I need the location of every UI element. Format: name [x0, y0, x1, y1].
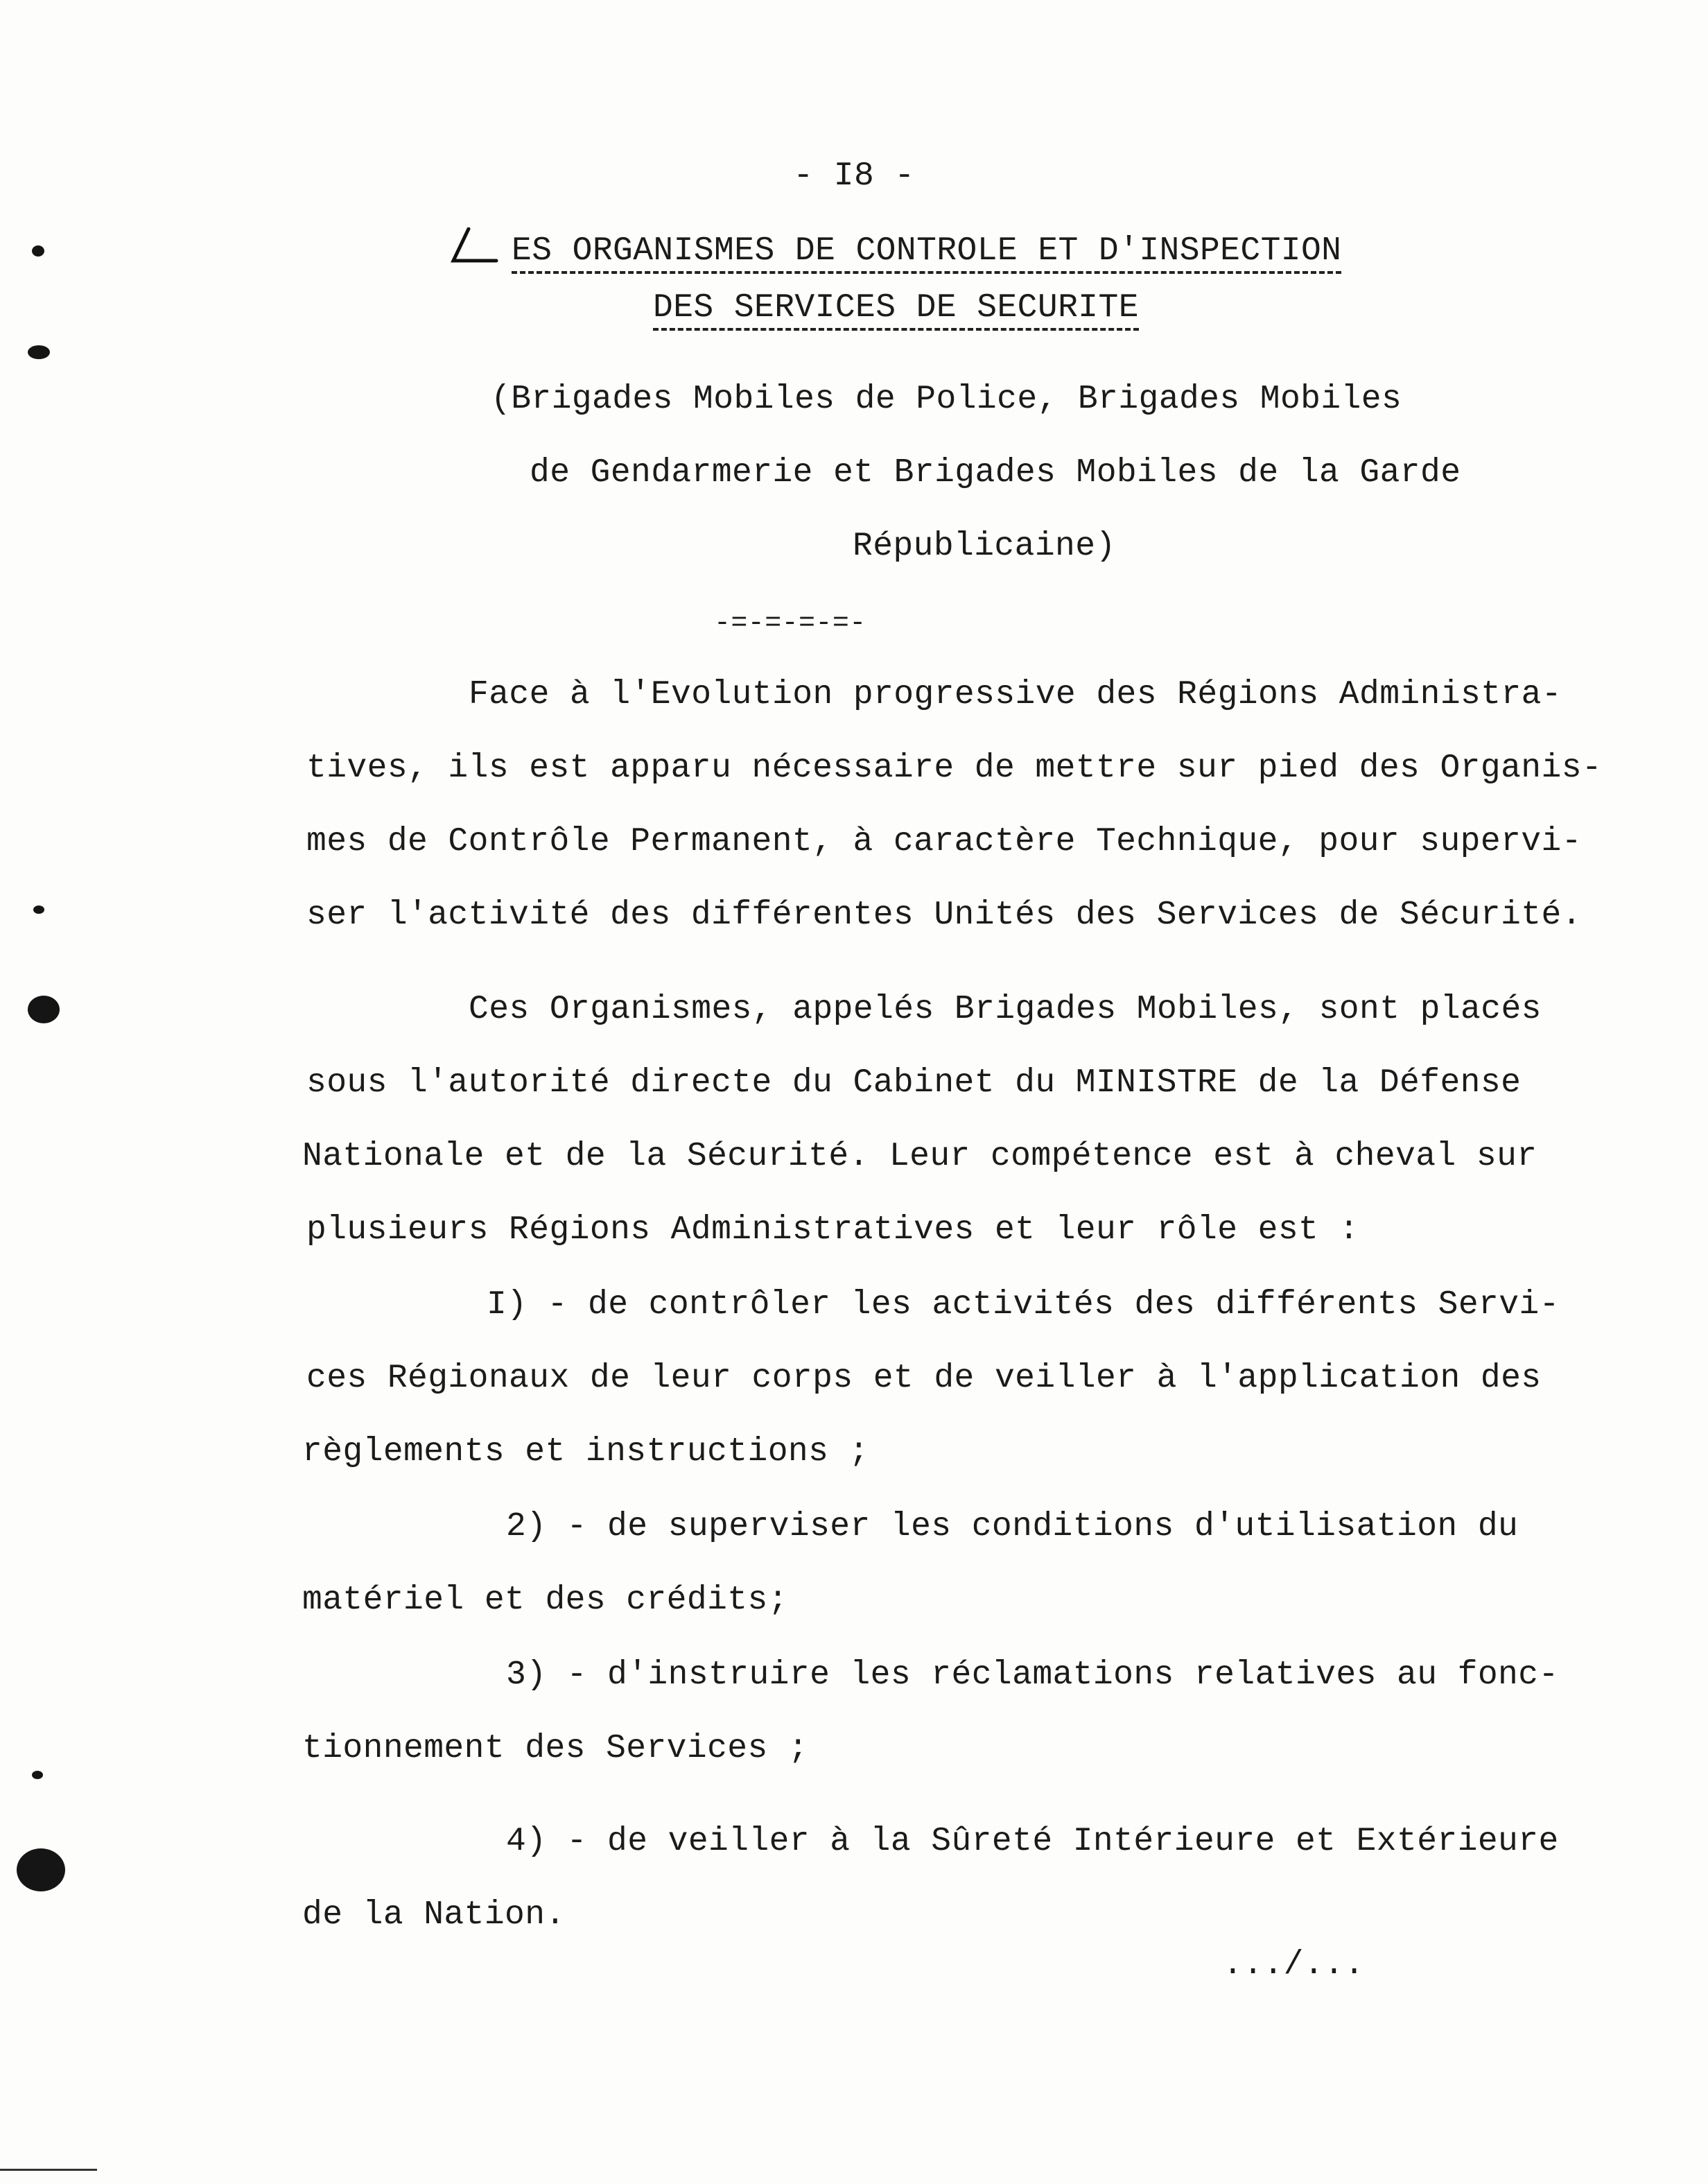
paragraph-1-line-2: tives, ils est apparu nécessaire de mettre sur pied des Organis- [306, 749, 1603, 787]
paragraph-1-line-1: Face à l'Evolution progressive des Régions Administra- [469, 676, 1562, 713]
list-item-1-line-1: I) - de contrôler les activités des différents Servi- [487, 1286, 1560, 1324]
paragraph-2-line-4: plusieurs Régions Administratives et leur rôle est : [306, 1211, 1359, 1249]
separator: -=-=-=-=- [714, 608, 866, 639]
paragraph-1-line-3: mes de Contrôle Permanent, à caractère Technique, pour supervi- [306, 823, 1582, 860]
list-item-4-line-1: 4) - de veiller à la Sûreté Intérieure et Extérieure [506, 1823, 1559, 1860]
punch-hole-mark [33, 905, 44, 914]
list-item-1-line-2: ces Régionaux de leur corps et de veiller à l'application des [306, 1360, 1542, 1397]
title-text-2: DES SERVICES DE SECURITE [653, 289, 1139, 331]
punch-hole-mark [32, 1771, 43, 1779]
subtitle-line-1: (Brigades Mobiles de Police, Brigades Mobiles [491, 381, 1402, 418]
list-item-1-line-3: règlements et instructions ; [302, 1433, 869, 1471]
title-line-1 [512, 230, 1341, 272]
subtitle-line-3: Républicaine) [853, 528, 1116, 565]
paragraph-2-line-1: Ces Organismes, appelés Brigades Mobiles, sont placés [469, 991, 1542, 1028]
bottom-edge-rule [0, 2169, 97, 2171]
list-item-3-line-2: tionnement des Services ; [302, 1730, 809, 1767]
punch-hole-mark [32, 245, 44, 257]
continuation-marker: .../... [1223, 1946, 1365, 1984]
punch-hole-mark [28, 996, 60, 1023]
paragraph-2-line-3: Nationale et de la Sécurité. Leur compétence est à cheval sur [302, 1138, 1537, 1175]
list-item-4-line-2: de la Nation. [302, 1896, 566, 1934]
list-item-2-line-2: matériel et des crédits; [302, 1581, 788, 1619]
list-item-2-line-1: 2) - de superviser les conditions d'utilisation du [506, 1508, 1519, 1545]
list-item-3-line-1: 3) - d'instruire les réclamations relatives au fonc- [506, 1656, 1559, 1694]
punch-hole-mark [17, 1848, 65, 1891]
paragraph-1-line-4: ser l'activité des différentes Unités des Services de Sécurité. [306, 896, 1582, 934]
title-line-2 [653, 287, 1139, 329]
bracket-mark [451, 227, 499, 265]
punch-hole-mark [28, 345, 50, 359]
title-text-1: ES ORGANISMES DE CONTROLE ET D'INSPECTION [512, 232, 1341, 274]
page-number: - I8 - [793, 157, 915, 195]
subtitle-line-2: de Gendarmerie et Brigades Mobiles de la Garde [530, 454, 1461, 492]
paragraph-2-line-2: sous l'autorité directe du Cabinet du MINISTRE de la Défense [306, 1064, 1522, 1102]
